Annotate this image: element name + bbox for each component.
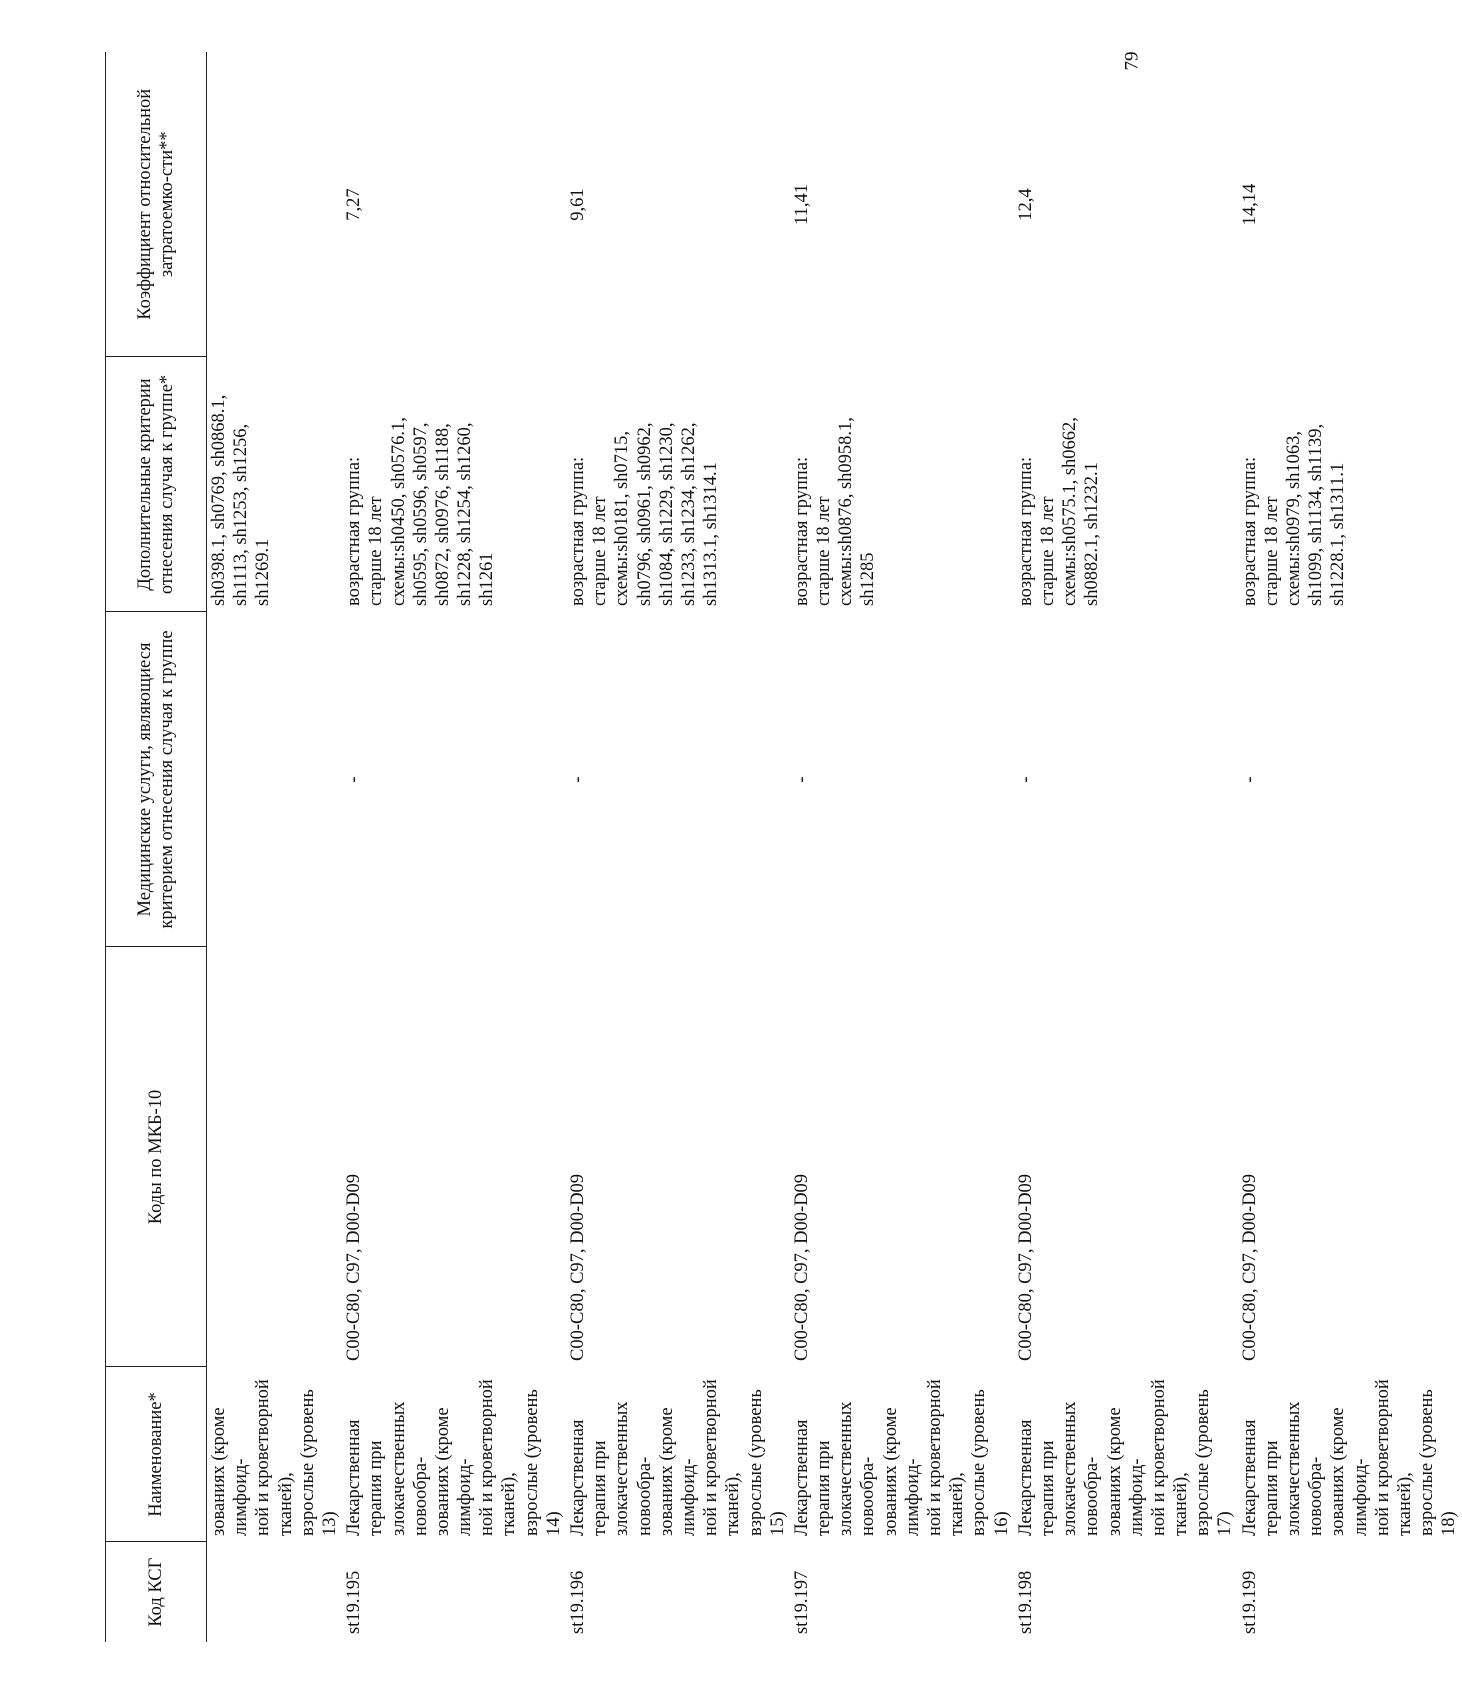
cell-icd: C00-C80, C97, D00-D09 bbox=[791, 1173, 812, 1361]
cell-code bbox=[207, 1542, 343, 1642]
table-row-continuation bbox=[207, 52, 343, 1642]
cell-icd: C00-C80, C97, D00-D09 bbox=[344, 1173, 365, 1361]
table-body bbox=[207, 52, 1462, 1642]
cell-name: Лекарственная терапия при злокачественных новообра- зованиях (кроме лимфоид- ной и кроветворной тканей), взрослые (уровень 15) bbox=[568, 1379, 788, 1536]
header-criteria: Дополнительные критерии отнесения случая к группе* bbox=[106, 357, 207, 612]
cell-icd bbox=[207, 947, 343, 1367]
cell-code: st19.195 bbox=[344, 1570, 365, 1634]
cell-name: Лекарственная терапия при злокачественных новообра- зованиях (кроме лимфоид- ной и кроветворной тканей), взрослые (уровень 17) bbox=[1015, 1379, 1236, 1536]
cell-criteria: sh0398.1, sh0769, sh0868.1, sh1113, sh1253, sh1256, sh1269.1 bbox=[209, 394, 274, 606]
cell-code: st19.196 bbox=[568, 1570, 588, 1634]
table-row bbox=[342, 52, 566, 1642]
table-row bbox=[1238, 52, 1462, 1642]
cell-services: - bbox=[568, 776, 588, 783]
cell-criteria: возрастная группа: старше 18 лет схемы:sh0575.1, sh0662, sh0882.1, sh1232.1 bbox=[1015, 417, 1103, 606]
header-code: Код КСГ bbox=[106, 1542, 207, 1642]
header-coef: Коэффициент относительной затратоемко-сти** bbox=[106, 52, 207, 357]
cell-services: - bbox=[1015, 776, 1036, 783]
cell-code: st19.197 bbox=[791, 1570, 812, 1634]
cell-icd: C00-C80, C97, D00-D09 bbox=[1015, 1173, 1036, 1361]
cell-coef: 12,4 bbox=[1015, 188, 1036, 221]
header-services: Медицинские услуги, являющиеся критерием отнесения случая к группе bbox=[106, 612, 207, 947]
cell-coef bbox=[207, 52, 343, 357]
cell-services: - bbox=[791, 776, 812, 783]
table-row bbox=[1014, 52, 1238, 1642]
header-icd: Коды по МКБ-10 bbox=[106, 947, 207, 1367]
ksg-table-container bbox=[105, 52, 1460, 1642]
cell-coef: 11,41 bbox=[791, 184, 812, 225]
cell-name: Лекарственная терапия при злокачественных новообра- зованиях (кроме лимфоид- ной и кроветворной тканей), взрослые (уровень 18) bbox=[1239, 1379, 1460, 1536]
cell-coef: 7,27 bbox=[344, 188, 365, 221]
page-number: 79 bbox=[1121, 51, 1143, 71]
cell-criteria: возрастная группа: старше 18 лет схемы:sh0181, sh0715, sh0796, sh0961, sh0962, sh1084, sh1229, sh1230, sh1233, sh1234, sh1262, sh1313.1, sh1314.1 bbox=[568, 422, 722, 606]
cell-services: - bbox=[344, 776, 365, 783]
table-row bbox=[566, 52, 790, 1642]
cell-criteria: возрастная группа: старше 18 лет схемы:sh0450, sh0576.1, sh0595, sh0596, sh0597, sh0872, sh0976, sh1188, sh1228, sh1254, sh1260, sh1261 bbox=[344, 417, 498, 606]
cell-services bbox=[207, 612, 343, 947]
cell-coef: 9,61 bbox=[568, 188, 588, 221]
cell-code: st19.198 bbox=[1015, 1570, 1036, 1634]
cell-name: зованиях (кроме лимфоид- ной и кроветворной тканей), взрослые (уровень 13) bbox=[209, 1379, 340, 1536]
cell-icd: C00-C80, C97, D00-D09 bbox=[1239, 1173, 1260, 1361]
header-name: Наименование* bbox=[106, 1367, 207, 1542]
cell-coef: 14,14 bbox=[1239, 183, 1260, 226]
cell-name: Лекарственная терапия при злокачественных новообра- зованиях (кроме лимфоид- ной и кроветворной тканей), взрослые (уровень 16) bbox=[791, 1379, 1012, 1536]
cell-name: Лекарственная терапия при злокачественных новообра- зованиях (кроме лимфоид- ной и кроветворной тканей), взрослые (уровень 14) bbox=[344, 1379, 564, 1536]
cell-icd: C00-C80, C97, D00-D09 bbox=[568, 1173, 588, 1361]
ksg-table bbox=[105, 52, 1462, 1642]
cell-criteria: возрастная группа: старше 18 лет схемы:sh0876, sh0958.1, sh1285 bbox=[791, 417, 879, 606]
table-row bbox=[790, 52, 1014, 1642]
cell-services: - bbox=[1239, 776, 1260, 783]
table-header bbox=[106, 52, 207, 1642]
cell-criteria: возрастная группа: старше 18 лет схемы:sh0979, sh1063, sh1099, sh1134, sh1139, sh1228.1, sh1311.1 bbox=[1239, 423, 1349, 606]
cell-code: st19.199 bbox=[1239, 1570, 1260, 1634]
